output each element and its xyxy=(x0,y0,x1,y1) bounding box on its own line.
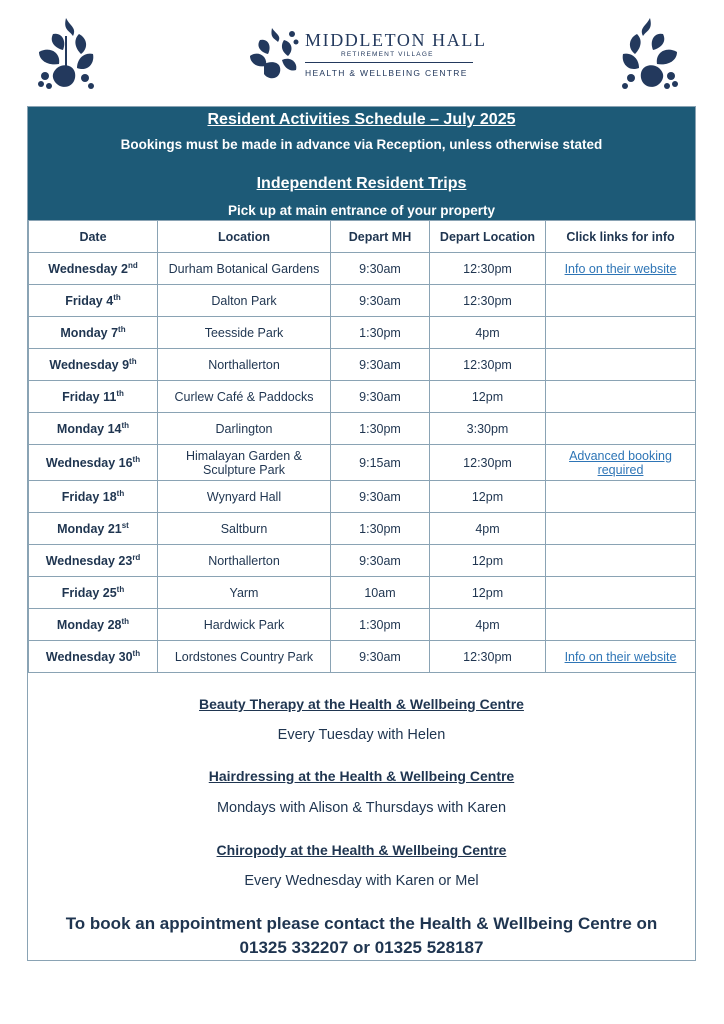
trip-info-cell xyxy=(546,317,696,349)
trip-date: Wednesday 16th xyxy=(29,445,158,481)
trip-date: Friday 18th xyxy=(29,481,158,513)
logo-name: MIDDLETON HALL xyxy=(305,30,487,50)
advanced-booking-link[interactable]: Advanced booking required xyxy=(569,448,672,477)
trip-depart-mh: 9:30am xyxy=(331,349,430,381)
floral-ornament-icon xyxy=(33,16,99,94)
trip-location: Wynyard Hall xyxy=(158,481,331,513)
table-header-row xyxy=(29,221,696,253)
trip-location: Dalton Park xyxy=(158,285,331,317)
table-row xyxy=(29,609,696,641)
chiropody-title: Chiropody at the Health & Wellbeing Centre xyxy=(216,842,507,858)
logo-subtitle: RETIREMENT VILLAGE xyxy=(341,51,434,58)
schedule-title: Resident Activities Schedule – July 2025 xyxy=(207,111,516,128)
trip-depart-location: 3:30pm xyxy=(430,413,546,445)
website-info-link[interactable]: Info on their website xyxy=(564,649,677,664)
trip-date: Monday 14th xyxy=(29,413,158,445)
trip-location: Saltburn xyxy=(158,513,331,545)
section-title: Independent Resident Trips xyxy=(256,175,467,192)
trip-depart-mh: 1:30pm xyxy=(331,317,430,349)
trip-location: Curlew Café & Paddocks xyxy=(158,381,331,413)
table-row xyxy=(29,641,696,673)
trip-date: Friday 25th xyxy=(29,577,158,609)
table-row xyxy=(29,577,696,609)
logo-floral-icon xyxy=(248,26,300,80)
trip-info-cell xyxy=(546,513,696,545)
table-row xyxy=(29,317,696,349)
trip-depart-mh: 9:30am xyxy=(331,285,430,317)
column-header-location: Location xyxy=(158,221,331,253)
trip-date: Wednesday 2nd xyxy=(29,253,158,285)
trip-info-cell xyxy=(546,609,696,641)
column-header-depart-mh: Depart MH xyxy=(331,221,430,253)
trip-depart-location: 4pm xyxy=(430,513,546,545)
trip-date: Wednesday 30th xyxy=(29,641,158,673)
trip-location: Darlington xyxy=(158,413,331,445)
trip-date: Monday 28th xyxy=(29,609,158,641)
trip-location: Durham Botanical Gardens xyxy=(158,253,331,285)
table-row xyxy=(29,253,696,285)
table-row xyxy=(29,445,696,481)
trip-info-cell xyxy=(546,253,696,285)
trip-depart-mh: 1:30pm xyxy=(331,413,430,445)
trip-info-cell xyxy=(546,285,696,317)
trip-location: Hardwick Park xyxy=(158,609,331,641)
trip-depart-mh: 9:30am xyxy=(331,641,430,673)
table-row xyxy=(29,513,696,545)
trip-date: Monday 7th xyxy=(29,317,158,349)
trip-location: Northallerton xyxy=(158,349,331,381)
trip-depart-location: 12pm xyxy=(430,381,546,413)
floral-ornament-icon xyxy=(617,16,683,94)
page-header xyxy=(0,0,724,100)
trip-date: Wednesday 23rd xyxy=(29,545,158,577)
trip-depart-location: 12:30pm xyxy=(430,253,546,285)
trip-depart-location: 12:30pm xyxy=(430,349,546,381)
trip-depart-mh: 1:30pm xyxy=(331,609,430,641)
logo-tagline: HEALTH & WELLBEING CENTRE xyxy=(305,68,468,78)
trip-info-cell xyxy=(546,481,696,513)
trip-location: Himalayan Garden & Sculpture Park xyxy=(158,445,331,481)
booking-phone-numbers: 01325 332207 or 01325 528187 xyxy=(239,938,484,957)
trip-depart-mh: 9:15am xyxy=(331,445,430,481)
trip-depart-mh: 9:30am xyxy=(331,481,430,513)
trip-depart-location: 12:30pm xyxy=(430,285,546,317)
schedule-banner xyxy=(28,107,695,220)
booking-note: Bookings must be made in advance via Reception, unless otherwise stated xyxy=(120,137,603,152)
trip-depart-location: 4pm xyxy=(430,609,546,641)
website-info-link[interactable]: Info on their website xyxy=(564,261,677,276)
table-row xyxy=(29,381,696,413)
trip-depart-mh: 10am xyxy=(331,577,430,609)
trip-location: Yarm xyxy=(158,577,331,609)
trip-depart-mh: 9:30am xyxy=(331,253,430,285)
trip-location: Northallerton xyxy=(158,545,331,577)
beauty-therapy-title: Beauty Therapy at the Health & Wellbeing Centre xyxy=(199,696,524,712)
column-header-depart-location: Depart Location xyxy=(430,221,546,253)
column-header-date: Date xyxy=(29,221,158,253)
middleton-hall-logo xyxy=(248,26,488,84)
trip-depart-mh: 9:30am xyxy=(331,545,430,577)
trip-location: Teesside Park xyxy=(158,317,331,349)
booking-contact-line: To book an appointment please contact the Health & Wellbeing Centre on xyxy=(65,914,658,933)
trip-depart-location: 12pm xyxy=(430,545,546,577)
trip-depart-location: 12pm xyxy=(430,577,546,609)
trip-info-cell xyxy=(546,413,696,445)
column-header-links: Click links for info xyxy=(546,221,696,253)
trip-depart-mh: 1:30pm xyxy=(331,513,430,545)
trip-depart-location: 4pm xyxy=(430,317,546,349)
trip-location: Lordstones Country Park xyxy=(158,641,331,673)
trip-info-cell xyxy=(546,641,696,673)
trip-info-cell xyxy=(546,381,696,413)
trip-depart-location: 12pm xyxy=(430,481,546,513)
trip-date: Wednesday 9th xyxy=(29,349,158,381)
trip-info-cell xyxy=(546,445,696,481)
trip-date: Friday 4th xyxy=(29,285,158,317)
hairdressing-text: Mondays with Alison & Thursdays with Karen xyxy=(216,800,507,816)
trip-info-cell xyxy=(546,545,696,577)
trip-info-cell xyxy=(546,577,696,609)
logo-divider xyxy=(305,62,473,63)
pickup-note: Pick up at main entrance of your property xyxy=(227,203,496,218)
trip-depart-location: 12:30pm xyxy=(430,445,546,481)
trip-date: Monday 21st xyxy=(29,513,158,545)
table-row xyxy=(29,285,696,317)
trip-depart-mh: 9:30am xyxy=(331,381,430,413)
chiropody-text: Every Wednesday with Karen or Mel xyxy=(244,873,479,889)
table-row xyxy=(29,413,696,445)
table-row xyxy=(29,545,696,577)
trip-info-cell xyxy=(546,349,696,381)
trip-date: Friday 11th xyxy=(29,381,158,413)
table-row xyxy=(29,349,696,381)
hairdressing-title: Hairdressing at the Health & Wellbeing Centre xyxy=(208,768,515,784)
trip-depart-location: 12:30pm xyxy=(430,641,546,673)
trips-table xyxy=(28,220,696,673)
table-row xyxy=(29,481,696,513)
beauty-therapy-text: Every Tuesday with Helen xyxy=(277,727,446,743)
